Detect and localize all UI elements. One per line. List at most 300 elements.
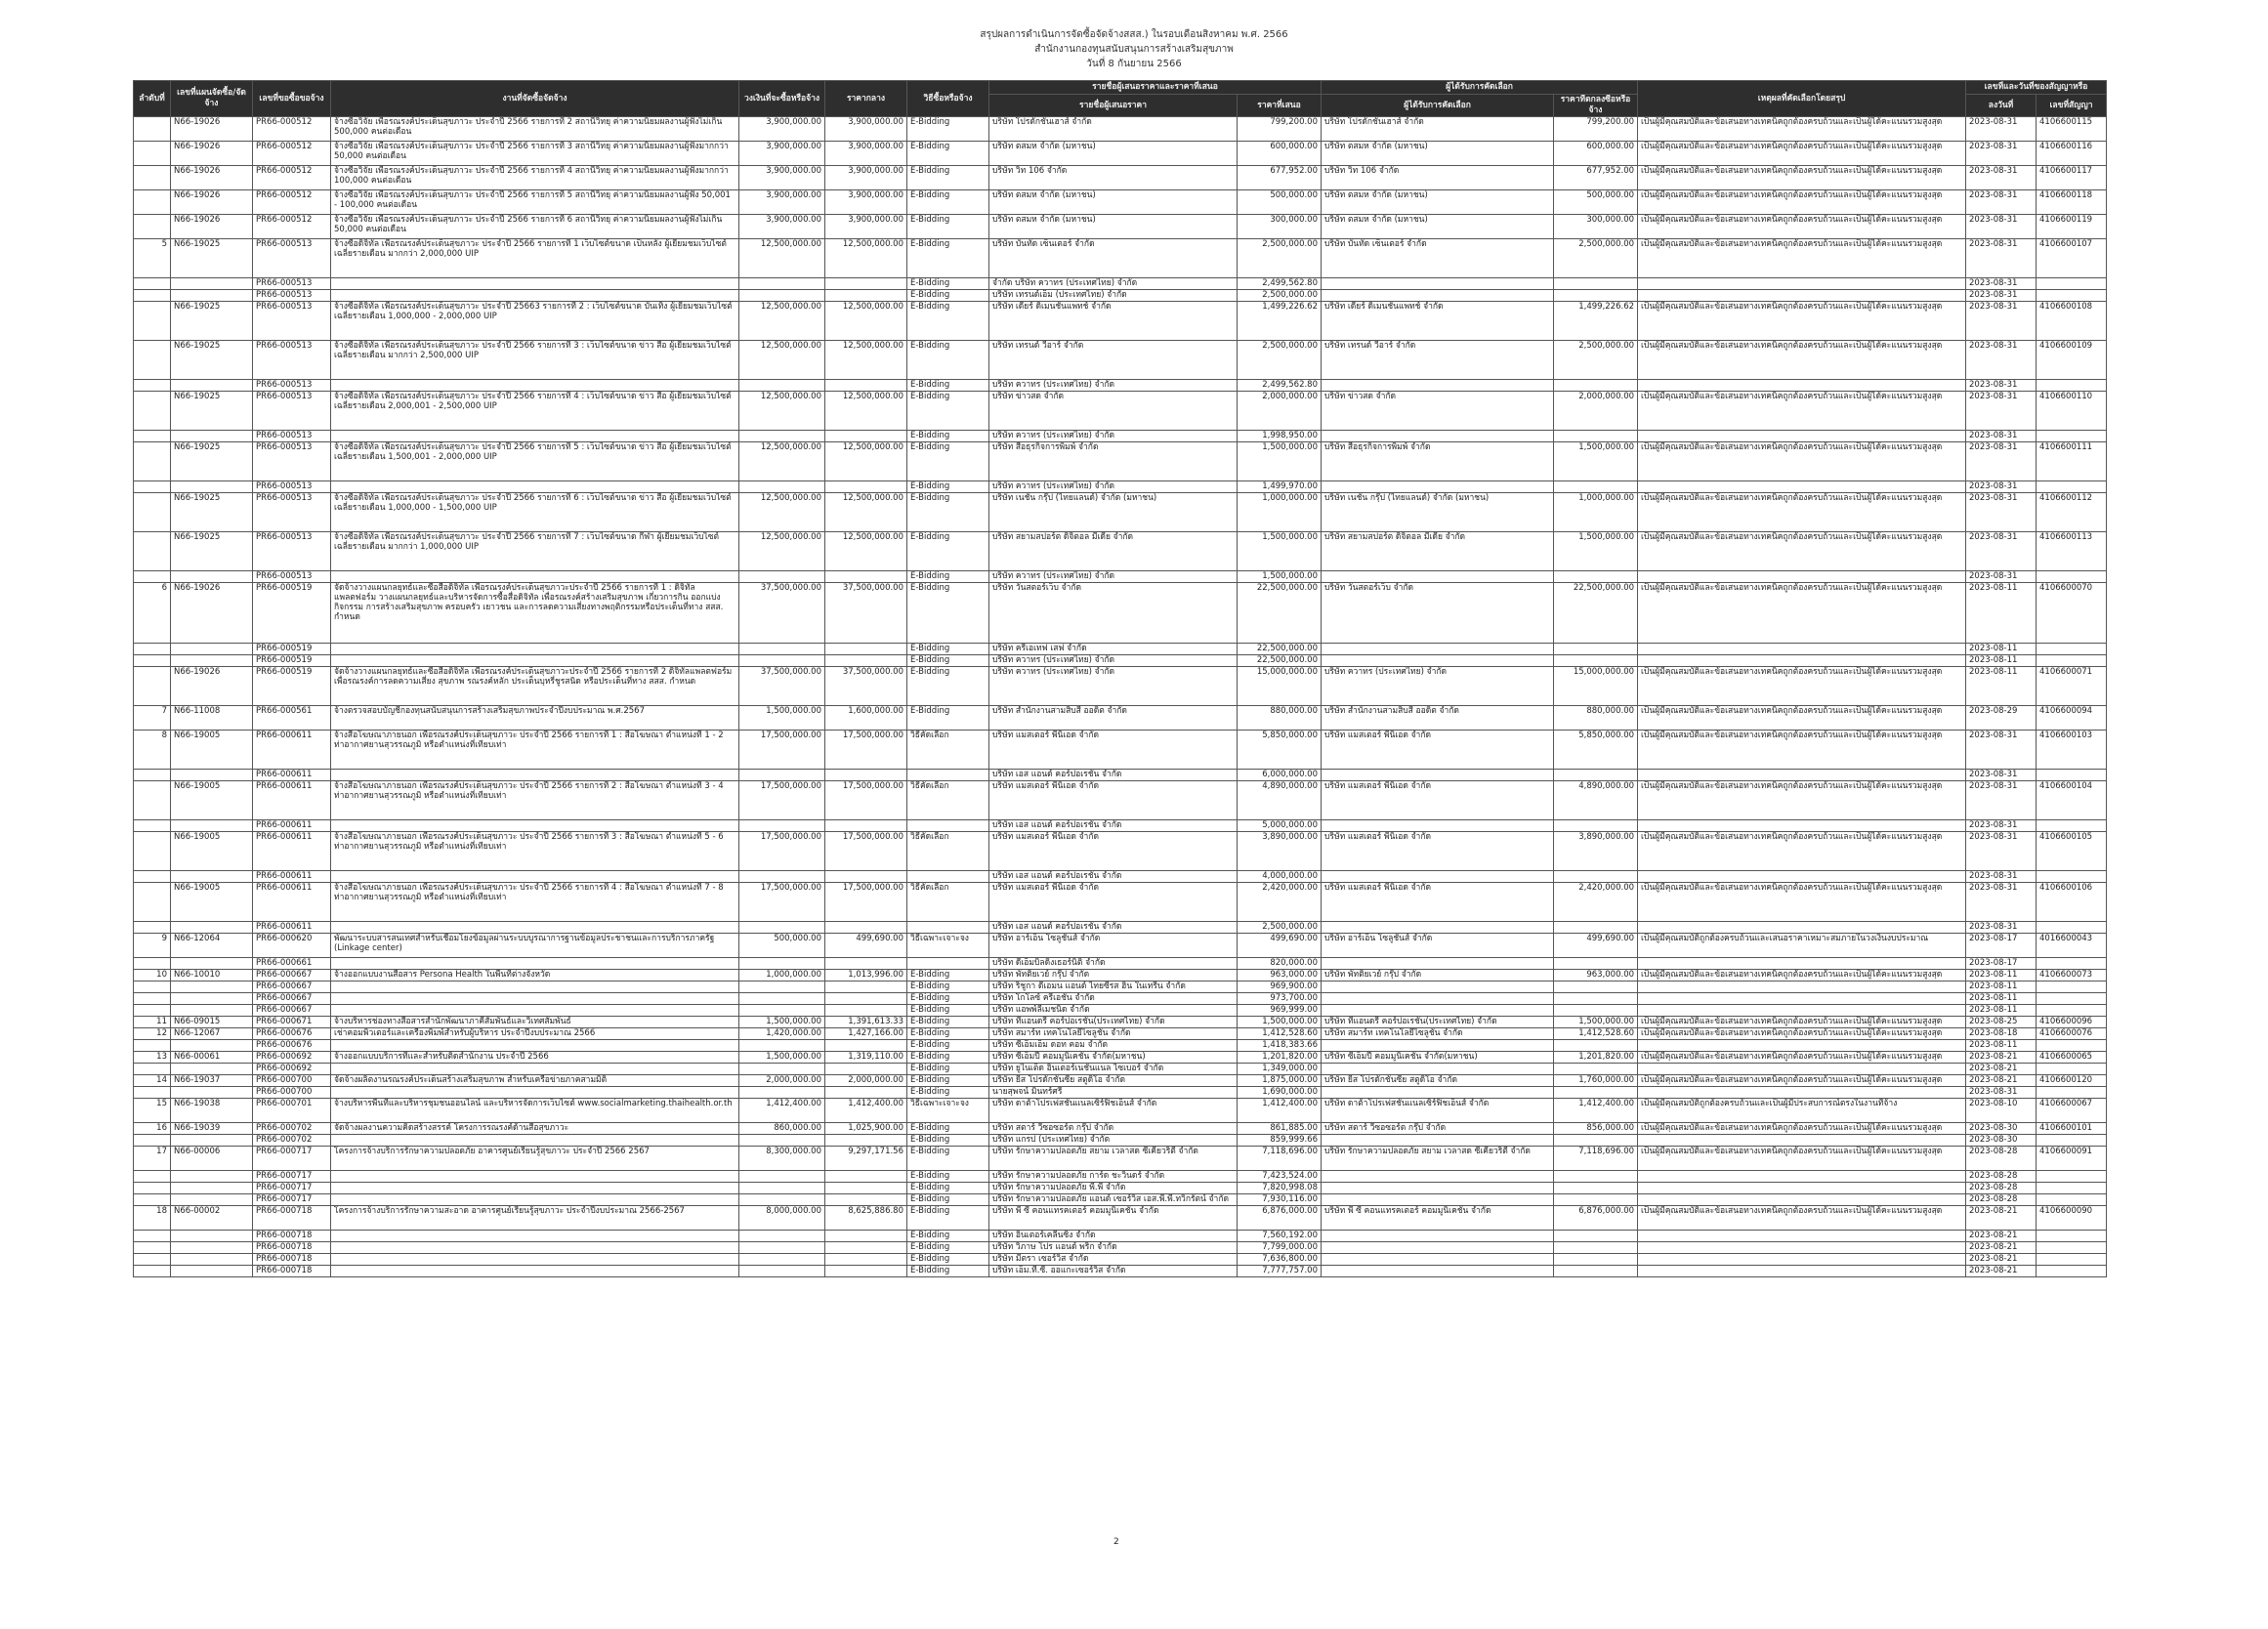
cell-budget [739,1087,825,1099]
cell-budget [739,1266,825,1277]
cell-budget [739,993,825,1005]
cell-pr: PR66-000513 [253,302,331,341]
cell-method: วิธีเฉพาะเจาะจง [907,934,989,958]
cell-bidder: บริษัท รักษาความปลอดภัย การ์ด ชะวินดร์ จำกัด [989,1171,1238,1183]
cell-contract-no [2037,958,2107,970]
cell-contract-no: 4106600117 [2037,166,2107,190]
cell-reason: เป็นผู้มีคุณสมบัติและข้อเสนอทางเทคนิคถูกต้องครบถ้วนและเป็นผู้ได้คะแนนรวมสูงสุด [1638,1123,1966,1135]
cell-bidder: บริษัท เอส แอนด์ คอร์ปอเรชั่น จำกัด [989,922,1238,934]
cell-reason: เป็นผู้มีคุณสมบัติและข้อเสนอทางเทคนิคถูกต้องครบถ้วนและเป็นผู้ได้คะแนนรวมสูงสุด [1638,1017,1966,1028]
cell-reason [1638,1171,1966,1183]
cell-bidder: บริษัท เทรนด์ วีอาร์ จำกัด [989,341,1238,380]
cell-budget-code [171,1171,253,1183]
cell-budget-code: N66-19025 [171,532,253,571]
cell-budget-code: N66-19025 [171,239,253,278]
cell-winner [1322,1064,1554,1075]
cell-agreed-price [1554,871,1638,883]
cell-pr: PR66-000512 [253,117,331,142]
cell-reason: เป็นผู้มีคุณสมบัติถูกต้องครบถ้วนและเป็นผู้มีประสบการณ์ตรงในงานที่จ้าง [1638,1099,1966,1123]
table-row [134,1135,2107,1147]
cell-no [134,832,171,871]
cell-item [331,278,739,290]
cell-item [331,571,739,583]
cell-item [331,993,739,1005]
cell-bidder: บริษัท สำนักงานสามสิบสี่ ออดิต จำกัด [989,706,1238,731]
cell-contract-no: 4106600106 [2037,883,2107,922]
cell-budget-code: N66-19025 [171,302,253,341]
cell-bidder: บริษัท พี ซี คอนแทรคเตอร์ คอมมูนิเคชั่น จำกัด [989,1206,1238,1231]
cell-winner [1322,820,1554,832]
cell-pr: PR66-000611 [253,883,331,922]
cell-reason [1638,958,1966,970]
group-bidders: รายชื่อผู้เสนอราคาและราคาที่เสนอ [989,81,1322,95]
cell-pr: PR66-000513 [253,571,331,583]
cell-pr: PR66-000702 [253,1123,331,1135]
cell-budget-code: N66-19026 [171,190,253,215]
cell-no: 11 [134,1017,171,1028]
cell-bid-price: 300,000.00 [1238,215,1322,239]
cell-reason: เป็นผู้มีคุณสมบัติและข้อเสนอทางเทคนิคถูกต้องครบถ้วนและเป็นผู้ได้คะแนนรวมสูงสุด [1638,239,1966,278]
cell-no [134,117,171,142]
cell-date: 2023-08-11 [1966,970,2037,982]
cell-item [331,431,739,442]
cell-item: จัดจ้างวางแผนกลยุทธ์และซื้อสื่อดิจิทัล เพื่อรณรงค์ประเด็นสุขภาวะประจำปี 2566 รายการที่ 1 : ดิจิทัลแพลตฟอร์ม วางแผนกลยุทธ์และบริหารจัดการซื้อสื่อดิจิทัล เพื่อรณรงค์สร้างเสริมสุขภาพ เกี่ยวการกิน ออกแบ่งกิจกรรม การสร้างเสริมสุขภาพ ครอบครัว เยาวชน และการลดความเสี่ยงทางพฤติกรรมหรือประเด็นที่ทาง สสส. กำหนด [331,583,739,644]
cell-contract-no [2037,820,2107,832]
cell-bid-price: 7,560,192.00 [1238,1231,1322,1242]
cell-bid-price: 1,418,383.66 [1238,1040,1322,1052]
table-row [134,655,2107,667]
cell-no [134,142,171,166]
cell-median: 12,500,000.00 [825,239,907,278]
cell-median [825,922,907,934]
cell-contract-no: 4106600096 [2037,1017,2107,1028]
cell-date: 2023-08-31 [1966,142,2037,166]
table-row [134,239,2107,278]
cell-budget: 12,500,000.00 [739,392,825,431]
cell-no: 5 [134,239,171,278]
table-body [134,117,2107,1277]
cell-pr: PR66-000692 [253,1064,331,1075]
cell-agreed-price: 1,500,000.00 [1554,532,1638,571]
cell-bidder: บริษัท โปรดักชั่นเฮาส์ จำกัด [989,117,1238,142]
cell-method: E-Bidding [907,571,989,583]
cell-bidder: บริษัท แกรป (ประเทศไทย) จำกัด [989,1135,1238,1147]
cell-contract-no: 4106600111 [2037,442,2107,481]
table-row [134,1075,2107,1087]
cell-date: 2023-08-31 [1966,832,2037,871]
cell-pr: PR66-000702 [253,1135,331,1147]
cell-date: 2023-08-21 [1966,1052,2037,1064]
cell-pr: PR66-000667 [253,993,331,1005]
cell-reason [1638,993,1966,1005]
cell-contract-no: 4106600076 [2037,1028,2107,1040]
cell-agreed-price [1554,1266,1638,1277]
cell-agreed-price [1554,1005,1638,1017]
cell-pr: PR66-000611 [253,781,331,820]
cell-reason [1638,1183,1966,1194]
table-row [134,883,2107,922]
cell-budget: 3,900,000.00 [739,190,825,215]
cell-contract-no [2037,1231,2107,1242]
cell-contract-no: 4106600105 [2037,832,2107,871]
cell-bidder: บริษัท ริชูกา ดีเอมน แอนด์ ไทยซีรส ฮิน ในเทรีน จำกัด [989,982,1238,993]
cell-budget: 17,500,000.00 [739,781,825,820]
cell-bidder: บริษัท ยูไนเต็ด อินเตอร์เนชั่นแนล ไซเบอร์ จำกัด [989,1064,1238,1075]
cell-median: 12,500,000.00 [825,392,907,431]
cell-bidder: บริษัท เดียร์ ดิเมนชันแพทช์ จำกัด [989,302,1238,341]
cell-agreed-price [1554,1087,1638,1099]
cell-bidder: บริษัท ควาทร (ประเทศไทย) จำกัด [989,667,1238,706]
cell-bid-price: 500,000.00 [1238,190,1322,215]
cell-date: 2023-08-11 [1966,993,2037,1005]
cell-budget: 37,500,000.00 [739,667,825,706]
cell-item [331,770,739,781]
cell-pr: PR66-000513 [253,481,331,493]
cell-date: 2023-08-31 [1966,166,2037,190]
cell-reason: เป็นผู้มีคุณสมบัติถูกต้องครบถ้วนและเสนอราคาเหมาะสมภายในวงเงินงบประมาณ [1638,934,1966,958]
cell-bid-price: 861,885.00 [1238,1123,1322,1135]
cell-median: 1,412,400.00 [825,1099,907,1123]
cell-winner: บริษัท สยามสปอร์ต ดิจิตอล มีเดีย จำกัด [1322,532,1554,571]
cell-date: 2023-08-21 [1966,1231,2037,1242]
cell-bidder: บริษัท เอ็ม.ที.ซี. ออแกะเซอร์วิส จำกัด [989,1266,1238,1277]
procurement-table [133,80,2107,1277]
cell-contract-no [2037,290,2107,302]
cell-agreed-price [1554,1242,1638,1254]
cell-budget-code: N66-19026 [171,667,253,706]
cell-budget-code: N66-19026 [171,583,253,644]
cell-winner [1322,993,1554,1005]
cell-contract-no: 4106600073 [2037,970,2107,982]
cell-item: เช่าคอมพิวเตอร์และเครื่องพิมพ์สำหรับผู้บริหาร ประจำปีงบประมาณ 2566 [331,1028,739,1040]
cell-winner: บริษัท แมสเตอร์ พีนิเอด จำกัด [1322,883,1554,922]
page-number: 2 [1113,1537,1119,1547]
cell-winner: บริษัท อาร์เอ็น โซลูชั่นส์ จำกัด [1322,934,1554,958]
cell-agreed-price: 1,760,000.00 [1554,1075,1638,1087]
report-date: วันที่ 8 กันยายน 2566 [1086,59,1182,69]
cell-reason [1638,1064,1966,1075]
cell-median [825,431,907,442]
cell-no: 16 [134,1123,171,1135]
cell-method: E-Bidding [907,190,989,215]
cell-budget-code: N66-00002 [171,1206,253,1231]
cell-item [331,1266,739,1277]
cell-no [134,1242,171,1254]
cell-item: จ้างซื้อวิจัย เพื่อรณรงค์ประเด็นสุขภาวะ ประจำปี 2566 รายการที่ 2 สถานีวิทยุ ค่าความนิยมผลงานผู้ฟังไม่เกิน 500,000 คนต่อเดือน [331,117,739,142]
cell-date: 2023-08-29 [1966,706,2037,731]
cell-no [134,481,171,493]
cell-median: 3,900,000.00 [825,190,907,215]
cell-agreed-price: 7,118,696.00 [1554,1147,1638,1171]
cell-method: E-Bidding [907,442,989,481]
cell-item: จ้างซื้อวิจัย เพื่อรณรงค์ประเด็นสุขภาวะ ประจำปี 2566 รายการที่ 4 สถานีวิทยุ ค่าความนิยมผลงานผู้ฟังมากกว่า 100,000 คนต่อเดือน [331,166,739,190]
cell-reason: เป็นผู้มีคุณสมบัติและข้อเสนอทางเทคนิคถูกต้องครบถ้วนและเป็นผู้ได้คะแนนรวมสูงสุด [1638,142,1966,166]
cell-median: 1,013,996.00 [825,970,907,982]
cell-budget: 17,500,000.00 [739,832,825,871]
col-reason: เหตุผลที่คัดเลือกโดยสรุป [1638,81,1966,117]
cell-budget-code: N66-19026 [171,215,253,239]
cell-agreed-price [1554,770,1638,781]
cell-agreed-price: 2,420,000.00 [1554,883,1638,922]
cell-item [331,1087,739,1099]
cell-winner [1322,481,1554,493]
cell-reason [1638,481,1966,493]
cell-reason [1638,770,1966,781]
cell-reason: เป็นผู้มีคุณสมบัติและข้อเสนอทางเทคนิคถูกต้องครบถ้วนและเป็นผู้ได้คะแนนรวมสูงสุด [1638,970,1966,982]
cell-method: E-Bidding [907,1075,989,1087]
cell-date: 2023-08-28 [1966,1183,2037,1194]
cell-winner [1322,290,1554,302]
col-winner: ผู้ได้รับการคัดเลือก [1322,95,1554,117]
cell-budget: 12,500,000.00 [739,442,825,481]
cell-winner: บริษัท ควาทร (ประเทศไทย) จำกัด [1322,667,1554,706]
cell-winner [1322,770,1554,781]
cell-bid-price: 1,412,400.00 [1238,1099,1322,1123]
cell-date: 2023-08-31 [1966,290,2037,302]
cell-budget: 17,500,000.00 [739,883,825,922]
cell-winner: บริษัท สมาร์ท เทคโนโลยีไซลูชั่น จำกัด [1322,1028,1554,1040]
cell-pr: PR66-000667 [253,970,331,982]
cell-bidder: บริษัท แมสเตอร์ พีนิเอด จำกัด [989,731,1238,770]
cell-method: E-Bidding [907,142,989,166]
cell-budget-code: N66-19038 [171,1099,253,1123]
cell-no: 18 [134,1206,171,1231]
cell-contract-no: 4106600101 [2037,1123,2107,1135]
table-row [134,667,2107,706]
cell-bidder: บริษัท อาร์เอ็น โซลูชั่นส์ จำกัด [989,934,1238,958]
cell-date: 2023-08-31 [1966,190,2037,215]
cell-item: จัดจ้างวางแผนกลยุทธ์และซื้อสื่อดิจิทัล เพื่อรณรงค์ประเด็นสุขภาวะประจำปี 2566 รายการที่ 2 ดิจิทัลแพลตฟอร์ม เพื่อรณรงค์การลดความเสี่ยง สุขภาพ รณรงค์หลัก ประเด็นบุหรี่ชูรสนิด หรือประเด็นที่ทาง สสส. กำหนด [331,667,739,706]
cell-bidder: บริษัท ตสมห จำกัด (มหาชน) [989,142,1238,166]
cell-item: จ้างซื้อดิจิทัล เพื่อรณรงค์ประเด็นสุขภาวะ ประจำปี 2566 รายการที่ 4 : เว็บไซต์ขนาด ข่าว สื่อ ผู้เยี่ยมชมเว็บไซต์ เฉลี่ยรายเดือน 2,000,001 - 2,500,000 UIP [331,392,739,431]
cell-method: E-Bidding [907,341,989,380]
cell-winner [1322,644,1554,655]
cell-item: จ้างบริหารช่องทางสื่อสารสำนักพัฒนาภาคีสัมพันธ์และวิเทศสัมพันธ์ [331,1017,739,1028]
cell-bid-price: 1,000,000.00 [1238,493,1322,532]
cell-reason: เป็นผู้มีคุณสมบัติและข้อเสนอทางเทคนิคถูกต้องครบถ้วนและเป็นผู้ได้คะแนนรวมสูงสุด [1638,215,1966,239]
cell-winner [1322,655,1554,667]
cell-reason: เป็นผู้มีคุณสมบัติและข้อเสนอทางเทคนิคถูกต้องครบถ้วนและเป็นผู้ได้คะแนนรวมสูงสุด [1638,532,1966,571]
table-row [134,1183,2107,1194]
cell-pr: PR66-000611 [253,871,331,883]
cell-median: 17,500,000.00 [825,731,907,770]
cell-contract-no [2037,993,2107,1005]
cell-no [134,1254,171,1266]
cell-date: 2023-08-31 [1966,493,2037,532]
table-row [134,380,2107,392]
cell-reason: เป็นผู้มีคุณสมบัติและข้อเสนอทางเทคนิคถูกต้องครบถ้วนและเป็นผู้ได้คะแนนรวมสูงสุด [1638,583,1966,644]
table-row [134,934,2107,958]
cell-median: 1,600,000.00 [825,706,907,731]
cell-item: จ้างซื้อดิจิทัล เพื่อรณรงค์ประเด็นสุขภาวะ ประจำปี 2566 รายการที่ 6 : เว็บไซต์ขนาด ข่าว สื่อ ผู้เยี่ยมชมเว็บไซต์ เฉลี่ยรายเดือน 1,000,000 - 1,500,000 UIP [331,493,739,532]
cell-median: 1,427,166.00 [825,1028,907,1040]
cell-no [134,820,171,832]
cell-budget: 1,412,400.00 [739,1099,825,1123]
cell-no [134,993,171,1005]
cell-item [331,290,739,302]
cell-budget [739,481,825,493]
cell-budget [739,1171,825,1183]
cell-agreed-price: 4,890,000.00 [1554,781,1638,820]
cell-reason [1638,1231,1966,1242]
cell-no [134,442,171,481]
cell-agreed-price: 500,000.00 [1554,190,1638,215]
cell-method: E-Bidding [907,1040,989,1052]
cell-method: E-Bidding [907,481,989,493]
cell-winner [1322,278,1554,290]
cell-no [134,655,171,667]
cell-contract-no [2037,1254,2107,1266]
cell-budget-code: N66-19026 [171,117,253,142]
cell-median: 17,500,000.00 [825,832,907,871]
table-row [134,1087,2107,1099]
cell-budget-code: N66-19005 [171,731,253,770]
cell-date: 2023-08-28 [1966,1147,2037,1171]
cell-budget-code [171,1254,253,1266]
cell-method [907,871,989,883]
cell-item [331,871,739,883]
cell-bid-price: 7,777,757.00 [1238,1266,1322,1277]
cell-budget: 12,500,000.00 [739,341,825,380]
cell-median: 3,900,000.00 [825,166,907,190]
cell-median: 9,297,171.56 [825,1147,907,1171]
table-row [134,290,2107,302]
cell-reason: เป็นผู้มีคุณสมบัติและข้อเสนอทางเทคนิคถูกต้องครบถ้วนและเป็นผู้ได้คะแนนรวมสูงสุด [1638,1147,1966,1171]
cell-bid-price: 963,000.00 [1238,970,1322,982]
cell-reason: เป็นผู้มีคุณสมบัติและข้อเสนอทางเทคนิคถูกต้องครบถ้วนและเป็นผู้ได้คะแนนรวมสูงสุด [1638,883,1966,922]
cell-method: E-Bidding [907,1183,989,1194]
cell-agreed-price [1554,290,1638,302]
cell-bidder: บริษัท เอส แอนด์ คอร์ปอเรชั่น จำกัด [989,820,1238,832]
cell-winner [1322,1005,1554,1017]
cell-contract-no: 4106600107 [2037,239,2107,278]
cell-bidder: บริษัท มีตรา เซอร์วิส จำกัด [989,1254,1238,1266]
cell-agreed-price [1554,1171,1638,1183]
table-row [134,1171,2107,1183]
cell-budget-code [171,871,253,883]
cell-pr: PR66-000676 [253,1028,331,1040]
cell-method: E-Bidding [907,302,989,341]
cell-method: E-Bidding [907,583,989,644]
cell-median: 17,500,000.00 [825,883,907,922]
cell-item: จ้างซื้อวิจัย เพื่อรณรงค์ประเด็นสุขภาวะ ประจำปี 2566 รายการที่ 5 สถานีวิทยุ ค่าความนิยมผลงานผู้ฟัง 50,001 - 100,000 คนต่อเดือน [331,190,739,215]
cell-no [134,1087,171,1099]
cell-item [331,644,739,655]
cell-budget-code: N66-19025 [171,493,253,532]
cell-date: 2023-08-31 [1966,871,2037,883]
cell-agreed-price [1554,481,1638,493]
cell-item [331,982,739,993]
cell-budget-code: N66-19025 [171,341,253,380]
cell-pr: PR66-000513 [253,392,331,431]
cell-bidder: บริษัท วิท 106 จำกัด [989,166,1238,190]
cell-no [134,571,171,583]
cell-method [907,770,989,781]
cell-winner [1322,1194,1554,1206]
cell-method: E-Bidding [907,215,989,239]
cell-budget-code [171,481,253,493]
cell-winner: บริษัท แมสเตอร์ พีนิเอด จำกัด [1322,731,1554,770]
cell-reason [1638,278,1966,290]
cell-agreed-price: 1,412,400.00 [1554,1099,1638,1123]
cell-contract-no [2037,871,2107,883]
cell-median [825,871,907,883]
cell-winner: บริษัท สื่อธุรกิจการพิมพ์ จำกัด [1322,442,1554,481]
cell-bidder: บริษัท แมสเตอร์ พีนิเอด จำกัด [989,781,1238,820]
cell-agreed-price: 799,200.00 [1554,117,1638,142]
cell-budget: 8,000,000.00 [739,1206,825,1231]
cell-date: 2023-08-31 [1966,731,2037,770]
cell-bidder: นายสุพจน์ มินทร์ศรี [989,1087,1238,1099]
cell-pr: PR66-000519 [253,667,331,706]
table-row [134,583,2107,644]
cell-contract-no [2037,1005,2107,1017]
table-row [134,493,2107,532]
cell-bid-price: 2,499,562.80 [1238,380,1322,392]
cell-budget: 8,300,000.00 [739,1147,825,1171]
cell-no [134,215,171,239]
table-row [134,481,2107,493]
cell-date: 2023-08-28 [1966,1171,2037,1183]
cell-date: 2023-08-17 [1966,934,2037,958]
cell-budget-code: N66-19037 [171,1075,253,1087]
cell-date: 2023-08-11 [1966,655,2037,667]
cell-bidder: บริษัท เอส แอนด์ คอร์ปอเรชั่น จำกัด [989,770,1238,781]
cell-contract-no: 4106600065 [2037,1052,2107,1064]
cell-bidder: บริษัท ข่าวสด จำกัด [989,392,1238,431]
cell-budget [739,1254,825,1266]
cell-bid-price: 2,420,000.00 [1238,883,1322,922]
cell-agreed-price: 1,500,000.00 [1554,1017,1638,1028]
cell-item [331,1064,739,1075]
table-row [134,1028,2107,1040]
cell-no [134,1194,171,1206]
cell-median [825,278,907,290]
cell-agreed-price: 1,499,226.62 [1554,302,1638,341]
col-agreed-price: ราคาที่ตกลงซื้อหรือจ้าง [1554,95,1638,117]
cell-no [134,1064,171,1075]
cell-reason: เป็นผู้มีคุณสมบัติและข้อเสนอทางเทคนิคถูกต้องครบถ้วนและเป็นผู้ได้คะแนนรวมสูงสุด [1638,493,1966,532]
cell-agreed-price [1554,993,1638,1005]
cell-no [134,1183,171,1194]
cell-budget-code [171,770,253,781]
cell-budget: 1,500,000.00 [739,1017,825,1028]
agency-name: สำนักงานกองทุนสนับสนุนการสร้างเสริมสุขภาพ [1034,44,1234,55]
cell-item [331,1183,739,1194]
cell-no: 7 [134,706,171,731]
cell-budget [739,431,825,442]
cell-pr: PR66-000692 [253,1052,331,1064]
cell-winner: บริษัท ตสมห จำกัด (มหาชน) [1322,190,1554,215]
cell-no [134,1171,171,1183]
cell-item [331,380,739,392]
cell-agreed-price: 5,850,000.00 [1554,731,1638,770]
cell-median: 2,000,000.00 [825,1075,907,1087]
cell-no: 9 [134,934,171,958]
cell-bidder: บริษัท ควาทร (ประเทศไทย) จำกัด [989,571,1238,583]
cell-pr: PR66-000519 [253,655,331,667]
cell-reason [1638,1087,1966,1099]
cell-contract-no: 4106600119 [2037,215,2107,239]
cell-reason [1638,655,1966,667]
cell-budget-code [171,1087,253,1099]
cell-method: E-Bidding [907,1194,989,1206]
cell-bidder: บริษัท เทรนด์เอ็ม (ประเทศไทย) จำกัด [989,290,1238,302]
cell-bid-price: 1,412,528.60 [1238,1028,1322,1040]
cell-no: 10 [134,970,171,982]
cell-budget: 1,000,000.00 [739,970,825,982]
cell-bidder: บริษัท สยามสปอร์ต ดิจิตอล มีเดีย จำกัด [989,532,1238,571]
